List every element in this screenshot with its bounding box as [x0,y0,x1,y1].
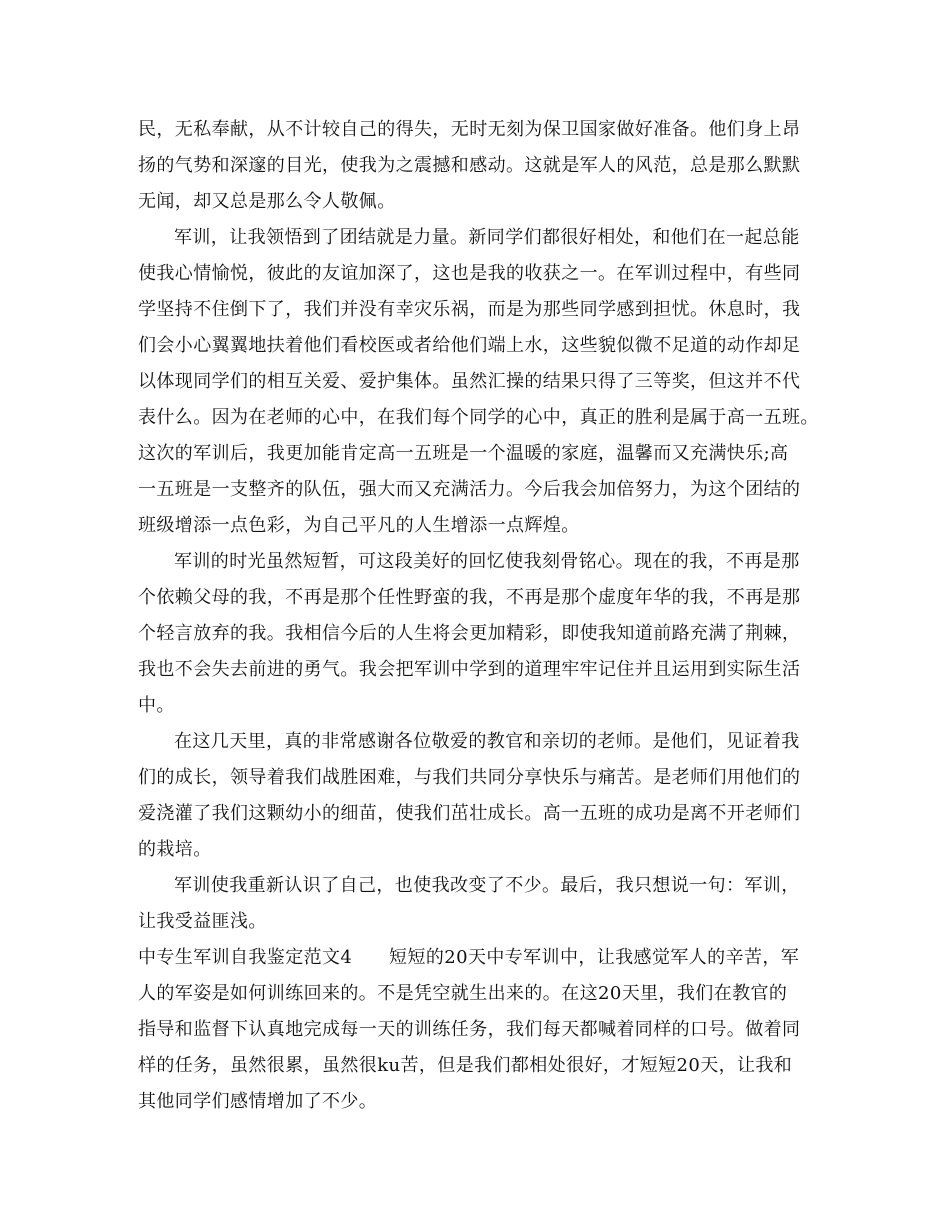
text-line: 们会小心翼翼地扶着他们看校医或者给他们端上水，这些貌似微不足道的动作却足 [138,335,801,356]
text-line: 使我心情愉悦，彼此的友谊加深了，这也是我的收获之一。在军训过程中，有些同 [138,263,801,284]
text-line: 让我受益匪浅。 [138,911,267,932]
text-line: 人的军姿是如何训练回来的。不是凭空就生出来的。在这20天里，我们在教官的 [138,983,788,1004]
text-line: 个轻言放弃的我。我相信今后的人生将会更加精彩，即使我知道前路充满了荆棘， [138,623,801,644]
paragraph-first-line: 军训的时光虽然短暂，可这段美好的回忆使我刻骨铭心。现在的我，不再是那 [174,551,800,572]
text-line: 中。 [138,695,175,716]
text-line: 这次的军训后，我更加能肯定高一五班是一个温暖的家庭，温馨而又充满快乐;高 [138,443,789,464]
paragraph-first-line: 在这几天里，真的非常感谢各位敬爱的教官和亲切的老师。是他们，见证着我 [174,731,800,752]
text-line: 班级增添一点色彩，为自己平凡的人生增添一点辉煌。 [138,515,580,536]
text-line: 爱浇灌了我们这颗幼小的细苗，使我们茁壮成长。高一五班的成功是离不开老师们 [138,803,801,824]
text-line: 们的成长，领导着我们战胜困难，与我们共同分享快乐与痛苦。是老师们用他们的 [138,767,801,788]
paragraph-first-line: 军训，让我领悟到了团结就是力量。新同学们都很好相处，和他们在一起总能 [174,227,800,248]
text-line: 个依赖父母的我，不再是那个任性野蛮的我，不再是那个虚度年华的我，不再是那 [138,587,801,608]
text-line: 学坚持不住倒下了，我们并没有幸灾乐祸，而是为那些同学感到担忧。休息时，我 [138,299,801,320]
text-line: 扬的气势和深邃的目光，使我为之震撼和感动。这就是军人的风范，总是那么默默 [138,155,801,176]
text-line: 表什么。因为在老师的心中，在我们每个同学的心中，真正的胜利是属于高一五班。 [138,407,819,428]
text-line: 无闻，却又总是那么令人敬佩。 [138,191,396,212]
text-line: 民，无私奉献，从不计较自己的得失，无时无刻为保卫国家做好准备。他们身上昂 [138,119,801,140]
text-line: 样的任务，虽然很累，虽然很ku苦，但是我们都相处很好，才短短20天，让我和 [138,1055,793,1076]
text-line: 的栽培。 [138,839,212,860]
text-line: 其他同学们感情增加了不少。 [138,1091,378,1112]
paragraph-first-line: 军训使我重新认识了自己，也使我改变了不少。最后，我只想说一句：军训， [174,875,800,896]
section-heading-line: 中专生军训自我鉴定范文4 短短的20天中专军训中，让我感觉军人的辛苦，军 [138,947,800,968]
text-line: 我也不会失去前进的勇气。我会把军训中学到的道理牢牢记住并且运用到实际生活 [138,659,801,680]
text-line: 以体现同学们的相互关爱、爱护集体。虽然汇操的结果只得了三等奖，但这并不代 [138,371,801,392]
text-line: 一五班是一支整齐的队伍，强大而又充满活力。今后我会加倍努力，为这个团结的 [138,479,801,500]
text-line: 指导和监督下认真地完成每一天的训练任务，我们每天都喊着同样的口号。做着同 [138,1019,801,1040]
